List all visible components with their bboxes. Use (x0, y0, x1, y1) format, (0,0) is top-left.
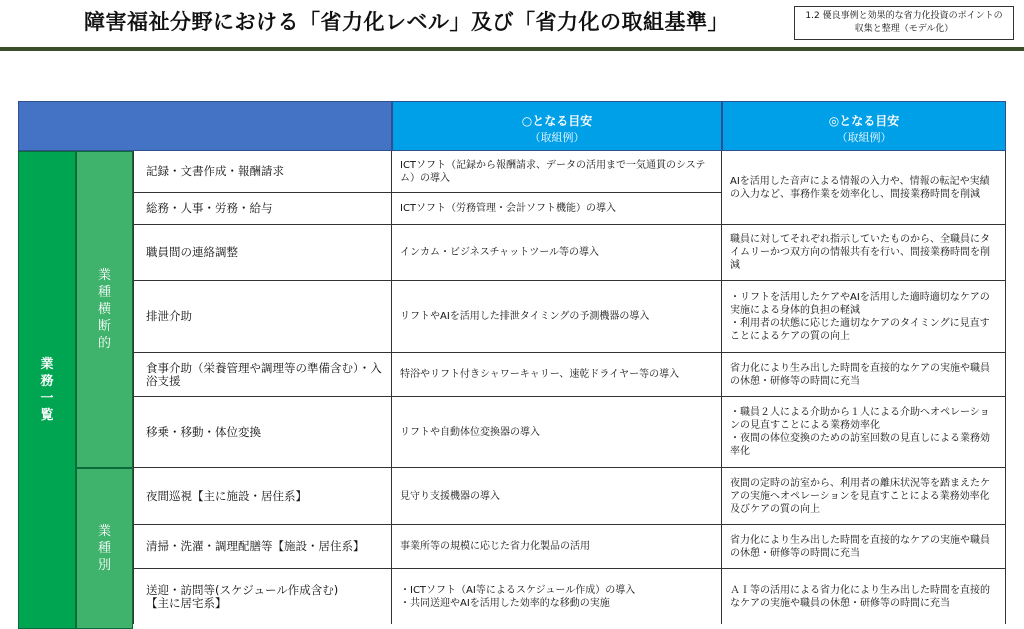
header-oo-criteria (722, 101, 1006, 151)
task-cell: 移乗・移動・体位変換 (133, 397, 392, 467)
task-cell: 記録・文書作成・報酬請求 (133, 151, 392, 192)
group-char: 業 (97, 268, 111, 283)
task-cell: 清掃・洗濯・調理配膳等【施設・居住系】 (133, 525, 392, 568)
oo-criteria-cell: 職員に対してそれぞれ指示していたものから、全職員にタイムリーかつ双方向の情報共有を行い、間接業務時間を削減 (722, 225, 1006, 280)
criteria-table (18, 101, 1006, 629)
o-criteria-cell: ・ICTソフト（AI等によるスケジュール作成）の導入 ・共同送迎やAIを活用した効率的な移動の実施 (392, 569, 722, 624)
table-row (133, 353, 1006, 397)
o-criteria-cell: 事業所等の規模に応じた省力化製品の活用 (392, 525, 722, 568)
task-cell: 夜間巡視【主に施設・居住系】 (133, 468, 392, 524)
task-cell: 送迎・訪問等(スケジュール作成含む) 【主に居宅系】 (133, 569, 392, 624)
page-title: 障害福祉分野における「省力化レベル」及び「省力化の取組基準」 (84, 10, 729, 34)
oo-criteria-cell-merged: AIを活用した音声による情報の入力や、情報の転記や実績の入力など、事務作業を効率化し、間接業務時間を削減 (722, 151, 1006, 225)
o-criteria-cell: 特浴やリフト付きシャワーキャリー、速乾ドライヤー等の導入 (392, 353, 722, 396)
table-row (133, 225, 1006, 281)
group-char: 的 (97, 336, 111, 351)
title-underline (0, 47, 1024, 51)
task-cell: 排泄介助 (133, 281, 392, 352)
oo-criteria-cell: ＡＩ等の活用による省力化により生み出した時間を直接的なケアの実施や職員の休憩・研修等の時間に充当 (722, 569, 1006, 624)
group-char: 横 (97, 302, 111, 317)
group-char: 種 (97, 541, 111, 556)
oo-criteria-cell: ・リフトを活用したケアやAIを活用した適時適切なケアの実施による身体的負担の軽減 ・利用者の状態に応じた適切なケアのタイミングに見直すことによるケアの質の向上 (722, 281, 1006, 352)
header-o-subtitle: （取組例） (529, 131, 585, 144)
table-row (133, 569, 1006, 624)
o-criteria-cell: ICTソフト（記録から報酬請求、データの活用まで一気通貫のシステム）の導入 (392, 151, 722, 192)
header-oo-title: ◎となる目安 (828, 114, 900, 128)
group-char: 業 (40, 357, 54, 372)
o-criteria-cell: リフトや自動体位変換器の導入 (392, 397, 722, 467)
task-cell: 食事介助（栄養管理や調理等の準備含む）・入浴支援 (133, 353, 392, 396)
oo-criteria-cell: 省力化により生み出した時間を直接的なケアの実施や職員の休憩・研修等の時間に充当 (722, 353, 1006, 396)
group-char: 業 (97, 524, 111, 539)
group-label-business-list (18, 151, 76, 629)
table-row (133, 397, 1006, 468)
section-reference-line2: 収集と整理（モデル化） (854, 24, 954, 34)
task-cell: 総務・人事・労務・給与 (133, 193, 392, 224)
oo-criteria-cell: 省力化により生み出した時間を直接的なケアの実施や職員の休憩・研修等の時間に充当 (722, 525, 1006, 568)
o-criteria-cell: ICTソフト（労務管理・会計ソフト機能）の導入 (392, 193, 722, 224)
oo-criteria-cell: 夜間の定時の訪室から、利用者の離床状況等を踏まえたケアの実施へオペレーションを見直すことによる業務効率化及びケアの質の向上 (722, 468, 1006, 524)
group-char: 覧 (40, 408, 54, 423)
table-row (133, 525, 1006, 569)
group-char: 種 (97, 285, 111, 300)
o-criteria-cell: 見守り支援機器の導入 (392, 468, 722, 524)
group-label-cross-industry (76, 151, 133, 468)
group-char: 別 (97, 558, 111, 573)
group-label-industry-specific (76, 468, 133, 629)
header-o-title: ○となる目安 (521, 114, 593, 128)
section-reference-box (794, 6, 1014, 40)
oo-criteria-cell: ・職員２人による介助から１人による介助へオペレーションの見直すことによる業務効率化 ・夜間の体位変換のための訪室回数の見直しによる業務効率化 (722, 397, 1006, 467)
section-reference-line1: 1.2 優良事例と効果的な省力化投資のポイントの (805, 11, 1003, 21)
header-blank-cell (18, 101, 392, 151)
header-oo-subtitle: （取組例） (836, 131, 892, 144)
o-criteria-cell: インカム・ビジネスチャットツール等の導入 (392, 225, 722, 280)
group-char: 務 (40, 374, 54, 389)
table-row (133, 281, 1006, 353)
table-row (133, 468, 1006, 525)
o-criteria-cell: リフトやAIを活用した排泄タイミングの予測機器の導入 (392, 281, 722, 352)
header-o-criteria (392, 101, 722, 151)
group-char: 一 (40, 391, 54, 406)
group-char: 断 (97, 319, 111, 334)
task-cell: 職員間の連絡調整 (133, 225, 392, 280)
